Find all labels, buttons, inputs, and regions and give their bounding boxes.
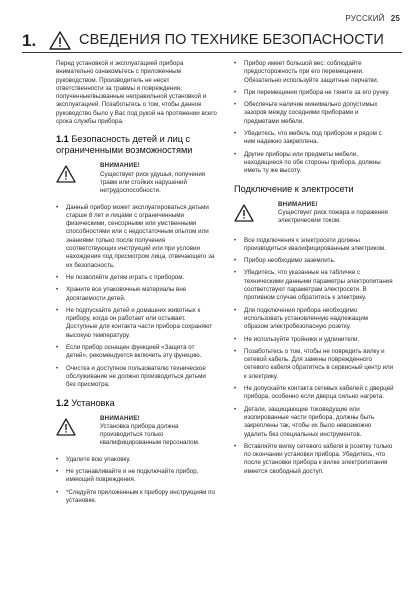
section-heading-installation	[56, 398, 217, 409]
section-number: 1.1	[56, 134, 69, 145]
bullet-list	[234, 237, 394, 476]
intro-paragraph: Перед установкой и эксплуатацией прибора внимательно ознакомьтесь с приложенным руководством. Производитель не несет ответственности за травмы и повреждения, полученные/вызванные неправильной установкой и эксплуатацией. Позаботьтесь о том, чтобы данное руководство было у Вас под рукой на протяжении всего срока службы прибора.	[56, 60, 217, 126]
bullet-list	[56, 204, 217, 390]
warning-triangle-icon	[234, 204, 254, 222]
list-item: • Для подключения прибора необходимо использовать установленную надлежащим образом электробезопасную розетку.	[234, 307, 394, 332]
warning-block	[234, 201, 394, 229]
list-item: • Не допускайте контакта сетевых кабелей с дверцей прибора, особенно если дверца сильно нагрета.	[234, 385, 394, 402]
bullet-list	[234, 60, 394, 176]
warning-triangle-icon	[56, 418, 76, 436]
header-section-label: РУССКИЙ	[345, 14, 385, 23]
list-item: • Если прибор оснащен функцией «Защита от детей», рекомендуется включить эту функцию.	[56, 344, 217, 361]
warning-block	[56, 415, 217, 448]
list-item: • Не используйте тройники и удлинители.	[234, 336, 394, 344]
page-header	[345, 14, 400, 23]
warning-triangle-icon	[49, 31, 71, 50]
list-item: • При перемещении прибора не тяните за его ручку.	[234, 89, 394, 97]
section-heading-child-safety	[56, 134, 217, 156]
list-item: • Убедитесь, что указанные на табличке с техническими данными параметры электропитания соответствуют параметрам электросети. В противном случае обратитесь к электрику.	[234, 269, 394, 302]
list-item: • Удалите всю упаковку.	[56, 456, 217, 464]
list-item: • Храните все упаковочные материалы вне досягаемости детей.	[56, 286, 217, 303]
list-item: • Вставляйте вилку сетевого кабеля в розетку только по окончании установки прибора. Убедитесь, что после установки прибора к вилке электропитания имеется свободный доступ.	[234, 443, 394, 476]
section-title: Установка	[71, 397, 115, 408]
section-heading-electrical	[234, 184, 394, 195]
list-item: • Убедитесь, что мебель под прибором и рядом с ним надежно закреплена.	[234, 130, 394, 147]
list-item: • Не подпускайте детей и домашних животных к прибору, когда он работает или остывает. Доступные для контакта части прибора сохраняют высокую температуру.	[56, 307, 217, 340]
warning-triangle-icon	[56, 165, 76, 183]
list-item: • Позаботьтесь о том, чтобы не повредить вилку и сетевой кабель. Для замены поврежденного сетевого кабеля обратитесь в сервисный центр или к электрику.	[234, 348, 394, 381]
title-divider	[22, 52, 402, 53]
list-item: • Все подключения к электросети должны производиться квалифицированным электриком.	[234, 237, 394, 254]
list-item: • Другие приборы или предметы мебели, находящиеся по обе стороны прибора, должны иметь ту же высоту.	[234, 151, 394, 176]
chapter-heading: СВЕДЕНИЯ ПО ТЕХНИКЕ БЕЗОПАСНОСТИ	[79, 32, 384, 48]
list-item: • Прибор имеет большой вес: соблюдайте предосторожность при его перемещении. Обязательно используйте защитные перчатки.	[234, 60, 394, 85]
warning-label: ВНИМАНИЕ!	[278, 201, 394, 209]
list-item: • Детали, защищающие токоведущие или изолированные части прибора, должны быть закреплены так, чтобы их было невозможно удалить без специальных инструментов.	[234, 406, 394, 439]
list-item: • *Следуйте приложенным к прибору инструкциям по установке.	[56, 489, 217, 506]
warning-text: Существует риск удушья, получения травм или стойких нарушений нетрудоспособности.	[100, 170, 206, 195]
list-item: • Очистка и доступное пользователю техническое обслуживание не должно производиться детьми без присмотра.	[56, 365, 217, 390]
chapter-number: 1.	[22, 31, 37, 50]
left-column	[56, 60, 217, 509]
bullet-list	[56, 456, 217, 505]
warning-label: ВНИМАНИЕ!	[100, 162, 217, 170]
list-item: • Обеспечьте наличие минимально допустимых зазоров между соседними приборами и предметами мебели.	[234, 101, 394, 126]
list-item: • Прибор необходимо заземлить.	[234, 257, 394, 265]
section-number: 1.2	[56, 397, 69, 408]
warning-text: Существует риск пожара и поражения электрическим током.	[278, 208, 388, 225]
section-title: Подключение к электросети	[234, 183, 354, 194]
warning-block	[56, 162, 217, 195]
list-item: • Данный прибор может эксплуатироваться детьми старше 8 лет и лицами с ограниченными физическими, сенсорными или умственными способностями или с недостаточным опытом или знаниями только после получения соответствующих инструкций или при условии нахождения под присмотром лица, отвечающего за их безопасность.	[56, 204, 217, 270]
warning-text: Установка прибора должна производиться только квалифицированным персоналом.	[100, 422, 200, 447]
right-column	[234, 60, 394, 480]
list-item: • Не позволяйте детям играть с прибором.	[56, 274, 217, 282]
page-number: 25	[390, 14, 400, 23]
chapter-title	[22, 30, 402, 54]
list-item: • Не устанавливайте и не подключайте прибор, имеющий повреждения.	[56, 468, 217, 485]
warning-label: ВНИМАНИЕ!	[100, 415, 217, 423]
section-title: Безопасность детей и лиц с ограниченными возможностями	[56, 134, 193, 156]
